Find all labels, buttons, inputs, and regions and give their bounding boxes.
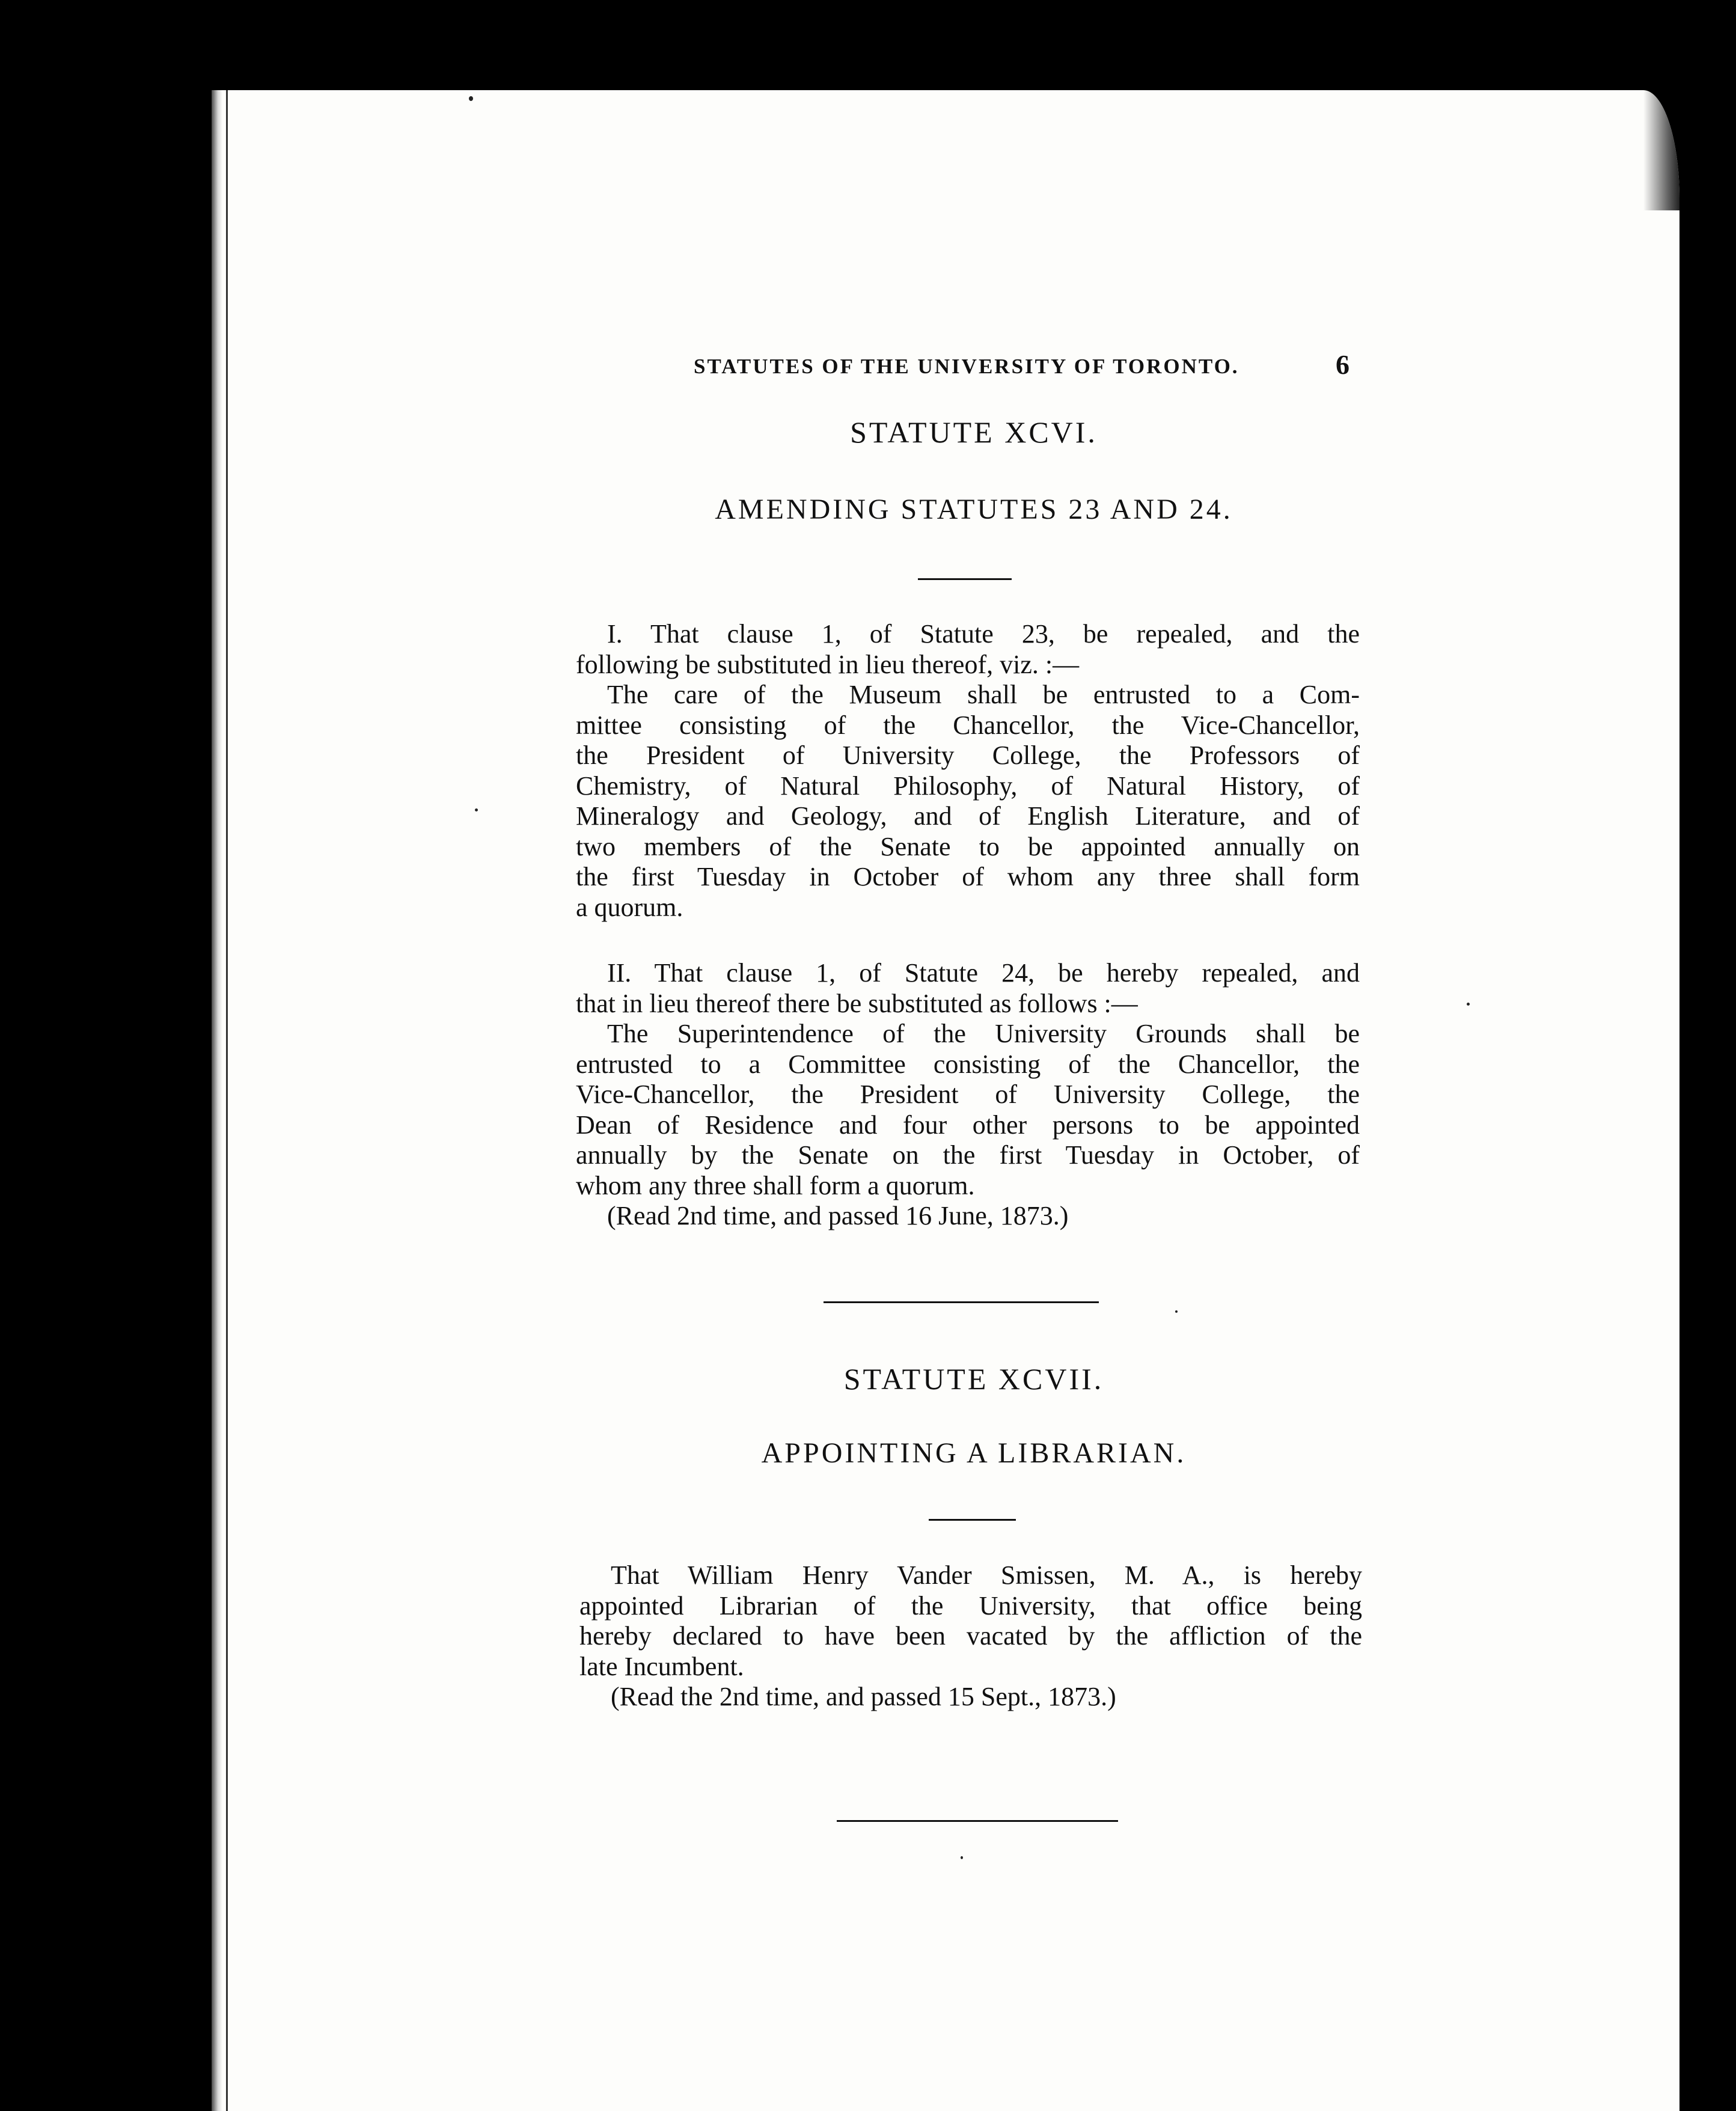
section-divider (824, 1301, 1099, 1303)
page-left-edge-shadow (212, 90, 222, 2111)
text-line: the President of University College, the Professors of (576, 741, 1360, 770)
text-line: a quorum. (576, 892, 683, 922)
text-line: The Superintendence of the University Grounds shall be (607, 1019, 1360, 1048)
statute-96-title: STATUTE XCVI. (850, 415, 1098, 449)
page-binding-line (226, 90, 228, 2111)
text-line: whom any three shall form a quorum. (576, 1170, 975, 1200)
statute-97-subtitle: APPOINTING A LIBRARIAN. (761, 1437, 1187, 1469)
page-number: 6 (1336, 349, 1349, 380)
statute-97-body (579, 1560, 1362, 1712)
scan-speck (475, 808, 478, 811)
statute-96-subtitle: AMENDING STATUTES 23 AND 24. (715, 493, 1233, 525)
scan-speck (961, 1856, 963, 1859)
text-line: Chemistry, of Natural Philosophy, of Natural History, of (576, 771, 1360, 801)
text-line: the first Tuesday in October of whom any three shall form (576, 862, 1360, 891)
text-line: Vice-Chancellor, the President of University College, the (576, 1080, 1360, 1109)
text-line: That William Henry Vander Smissen, M. A., is hereby (611, 1560, 1362, 1590)
text-line: hereby declared to have been vacated by the affliction of the (579, 1621, 1362, 1651)
end-divider (837, 1820, 1118, 1822)
passage-note: (Read the 2nd time, and passed 15 Sept., 1873.) (611, 1682, 1116, 1711)
passage-note: (Read 2nd time, and passed 16 June, 1873.) (607, 1201, 1069, 1230)
text-line: The care of the Museum shall be entrusted to a Com- (607, 680, 1360, 709)
text-line: Mineralogy and Geology, and of English Literature, and of (576, 801, 1360, 831)
text-line: Dean of Residence and four other persons to be appointed (576, 1110, 1360, 1140)
text-line: following be substituted in lieu thereof, viz. :— (576, 649, 1080, 679)
text-line: entrusted to a Committee consisting of the Chancellor, the (576, 1049, 1360, 1079)
scan-speck (469, 96, 473, 101)
short-rule (918, 578, 1012, 580)
text-line: I. That clause 1, of Statute 23, be repealed, and the (607, 619, 1360, 649)
statute-97-title: STATUTE XCVII. (843, 1362, 1104, 1396)
text-line: two members of the Senate to be appointed annually on (576, 831, 1360, 861)
text-line: late Incumbent. (579, 1651, 744, 1681)
text-line: appointed Librarian of the University, that office being (579, 1590, 1362, 1621)
text-line: mittee consisting of the Chancellor, the Vice-Chancellor, (576, 710, 1360, 740)
scan-speck (1467, 1003, 1470, 1006)
scan-speck (1175, 1310, 1178, 1313)
text-line: that in lieu thereof there be substituted as follows :— (576, 988, 1138, 1018)
text-line: II. That clause 1, of Statute 24, be hereby repealed, and (607, 958, 1360, 988)
statute-96-section-1 (576, 619, 1360, 923)
short-rule (929, 1519, 1016, 1521)
text-line: annually by the Senate on the first Tuesday in October, of (576, 1140, 1360, 1170)
statute-96-section-2 (576, 958, 1360, 1232)
running-header: STATUTES OF THE UNIVERSITY OF TORONTO. (694, 355, 1239, 378)
page-corner-curl (1643, 90, 1679, 210)
